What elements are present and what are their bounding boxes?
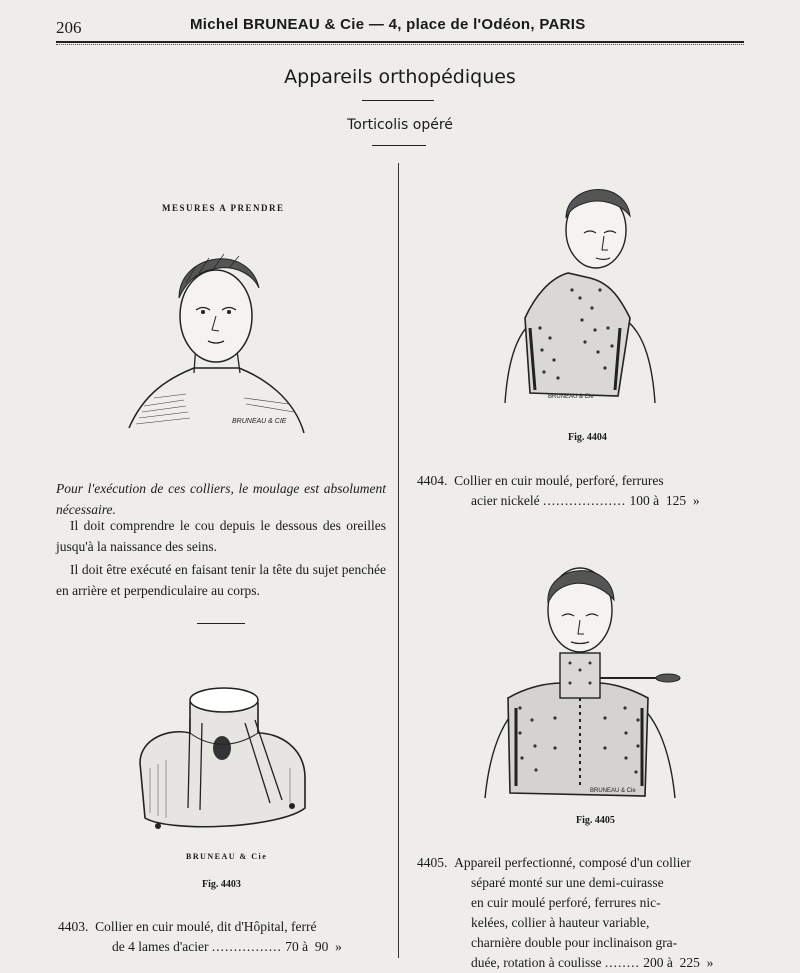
- item-4403-price-sep: à: [302, 939, 309, 954]
- item-4403-line-2: de 4 lames d'acier: [112, 939, 209, 954]
- illustration-head-measures: [124, 228, 309, 438]
- header-dotted-rule: [56, 44, 744, 45]
- item-4405: [417, 853, 752, 973]
- item-4404-line-1: Collier en cuir moulé, perforé, ferrures: [454, 473, 664, 488]
- illustration-fig-4405-apparatus: [480, 558, 690, 808]
- illustration-fig-4404-collar: [500, 178, 660, 410]
- header-rule: [56, 41, 744, 43]
- item-4405-price-high: 225: [679, 955, 700, 970]
- paragraph-moulage: Pour l'exécution de ces colliers, le moulage est absolument nécessaire.: [56, 481, 386, 517]
- item-4404-price-sep: à: [653, 493, 660, 508]
- paragraph-neck: Il doit comprendre le cou depuis le dessous des oreilles jusqu'à la naissance des seins.: [56, 518, 386, 554]
- fig-4405-maker: BRUNEAU & Cie: [590, 788, 636, 794]
- item-4404-line-2: acier nickelé: [471, 493, 540, 508]
- item-4404: [417, 471, 752, 511]
- item-4403-price-low: 70: [285, 939, 299, 954]
- item-4404-dots: ...................: [542, 493, 627, 508]
- measures-label: MESURES A PRENDRE: [162, 203, 285, 213]
- item-4404-number: 4404.: [417, 473, 448, 488]
- subsection-rule: [372, 145, 426, 146]
- item-4403: [58, 917, 393, 957]
- item-4405-number: 4405.: [417, 855, 448, 870]
- engraving-signature: BRUNEAU & CIE: [232, 418, 287, 425]
- item-4405-line-4: kelées, collier à hauteur variable,: [471, 915, 650, 930]
- item-4405-line-1: Appareil perfectionné, composé d'un collier: [454, 855, 691, 870]
- subsection-title: Torticolis opéré: [347, 117, 453, 133]
- illustration-fig-4403-collar: [130, 678, 315, 843]
- title-rule: [362, 100, 434, 101]
- item-4405-line-5: charnière double pour inclinaison gra-: [471, 935, 678, 950]
- item-4405-price-low: 200: [643, 955, 664, 970]
- fig-4405-label: Fig. 4405: [576, 815, 615, 826]
- fig-4404-label: Fig. 4404: [568, 432, 607, 443]
- paragraph-head-position: Il doit être exécuté en faisant tenir la tête du sujet penchée en arrière et perpendiculaire au corps.: [56, 562, 386, 598]
- item-4404-price-low: 100: [629, 493, 650, 508]
- item-4405-line-3: en cuir moulé perforé, ferrures nic-: [471, 895, 661, 910]
- running-head: Michel BRUNEAU & Cie — 4, place de l'Odéon, PARIS: [190, 16, 586, 33]
- item-4403-line-1: Collier en cuir moulé, dit d'Hôpital, ferré: [95, 919, 317, 934]
- left-mid-rule: [197, 623, 245, 624]
- page-number: 206: [56, 18, 82, 37]
- item-4403-price-high: 90: [314, 939, 329, 954]
- item-4404-quote: »: [692, 493, 700, 508]
- fig-4404-maker: BRUNEAU & Cie: [548, 394, 594, 400]
- item-4405-line-2: séparé monté sur une demi-cuirasse: [471, 875, 664, 890]
- fig-4403-maker: BRUNEAU & Cie: [186, 852, 268, 861]
- item-4405-line-6: duée, rotation à coulisse: [471, 955, 602, 970]
- section-title: Appareils orthopédiques: [284, 66, 516, 88]
- item-4405-price-sep: à: [666, 955, 673, 970]
- item-4405-quote: »: [706, 955, 714, 970]
- item-4403-number: 4403.: [58, 919, 89, 934]
- column-divider: [398, 163, 399, 958]
- fig-4403-label: Fig. 4403: [202, 879, 241, 890]
- item-4405-dots: ........: [604, 955, 640, 970]
- item-4403-quote: »: [335, 939, 342, 954]
- item-4404-price-high: 125: [665, 493, 687, 508]
- item-4403-dots: ................: [211, 939, 282, 954]
